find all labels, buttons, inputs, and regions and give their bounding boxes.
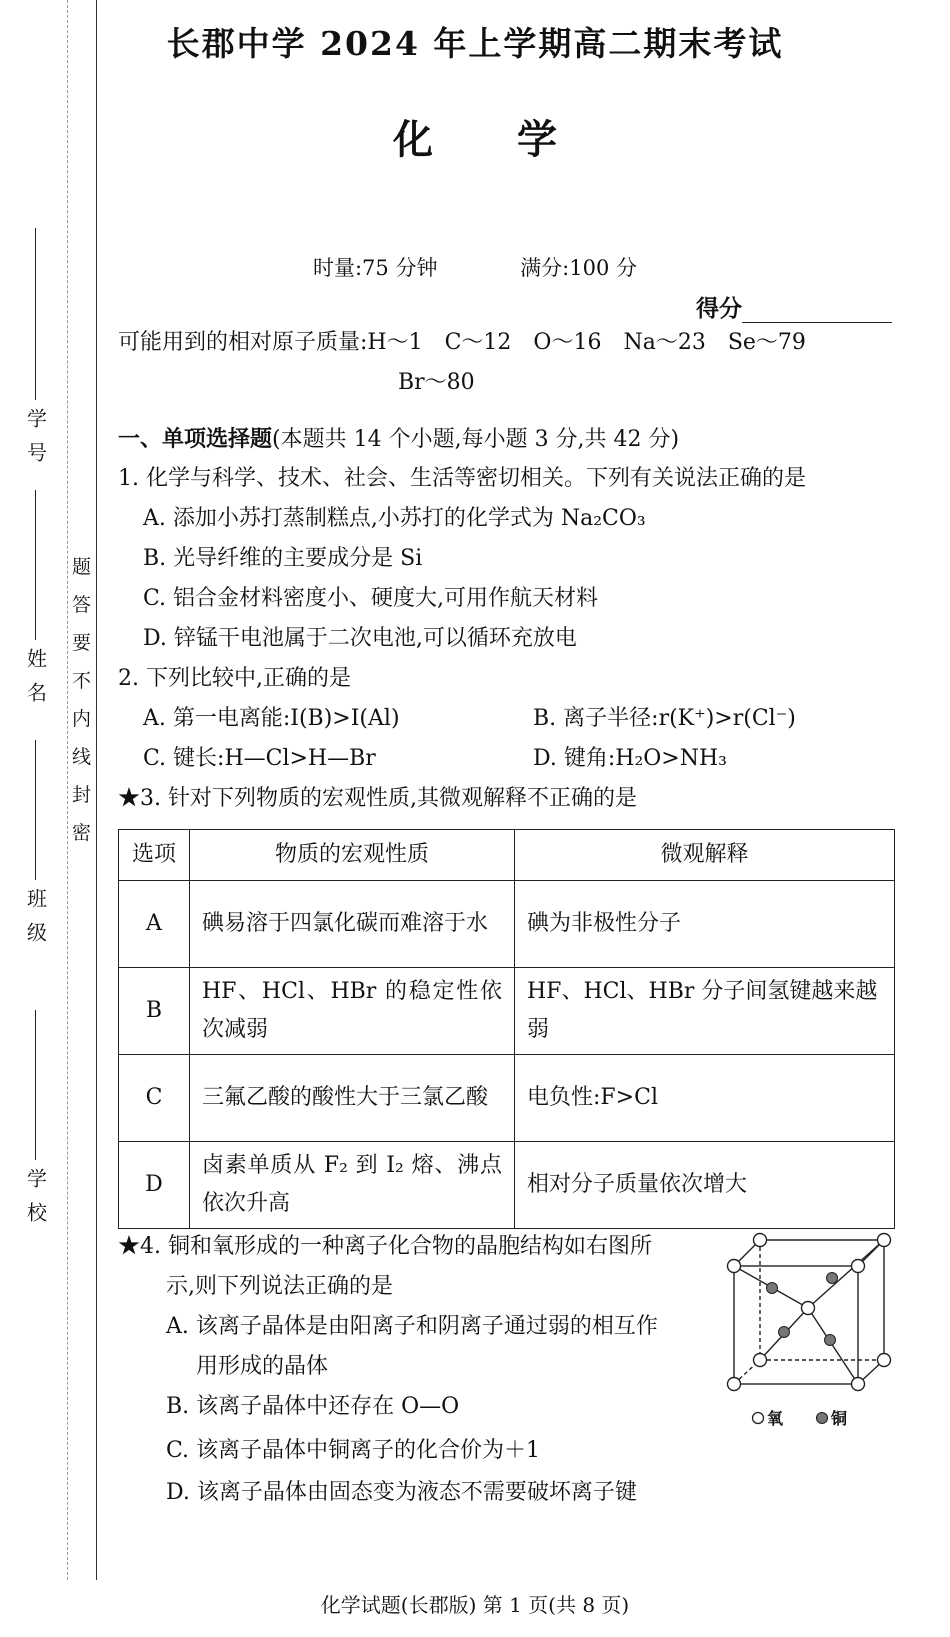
macro-cell: 碘易溶于四氯化碳而难溶于水 — [190, 881, 515, 968]
atomic-mass-line2: Br～80 — [398, 370, 475, 395]
score-blank[interactable] — [742, 294, 892, 323]
subject-char: 化 — [393, 116, 433, 163]
score-label: 得分 — [696, 296, 742, 322]
table-header-cell: 选项 — [119, 830, 190, 881]
margin-field-school[interactable] — [23, 1010, 48, 1236]
table-header-row — [119, 830, 895, 881]
option-cell: A — [119, 881, 190, 968]
field-label-char: 学号 — [23, 408, 48, 476]
legend-oxygen: 氧 — [767, 1409, 784, 1428]
micro-cell: 碘为非极性分子 — [515, 881, 895, 968]
seal-char: 线 — [72, 746, 92, 768]
option-cell: C — [119, 1055, 190, 1142]
micro-cell: HF、HCl、HBr 分子间氢键越来越弱 — [515, 968, 895, 1055]
micro-cell: 电负性:F>Cl — [515, 1055, 895, 1142]
atomic-mass-line1: 可能用到的相对原子质量:H～1 C～12 O～16 Na～23 Se～79 — [118, 330, 806, 355]
q4-stem-line1: ★4. 铜和氧形成的一种离子化合物的晶胞结构如右图所 — [118, 1234, 652, 1259]
seal-char: 封 — [72, 784, 92, 806]
seal-char: 不 — [72, 670, 92, 692]
section-title: 一、单项选择题 — [118, 426, 273, 452]
subject-char: 学 — [517, 116, 557, 163]
seal-char: 答 — [72, 594, 92, 616]
q4-stem-line2: 示,则下列说法正确的是 — [166, 1274, 393, 1299]
q2-option-c[interactable]: C. 键长:H—Cl>H—Br — [143, 746, 376, 771]
seal-char: 密 — [72, 822, 92, 844]
margin-field-class[interactable] — [23, 740, 48, 956]
q4-option-a-cont: 用形成的晶体 — [196, 1354, 329, 1379]
seal-char: 题 — [72, 556, 92, 578]
full-score: 满分:100 分 — [520, 256, 637, 280]
q2-option-b[interactable]: B. 离子半径:r(K⁺)>r(Cl⁻) — [533, 706, 796, 731]
score-field[interactable] — [696, 290, 892, 323]
option-cell: B — [119, 968, 190, 1055]
table-header-cell: 物质的宏观性质 — [190, 830, 515, 881]
q4-option-a[interactable]: A. 该离子晶体是由阳离子和阴离子通过弱的相互作 — [166, 1314, 658, 1339]
crystal-cell-diagram — [720, 1228, 900, 1438]
exam-title: 长郡中学 2024 年上学期高二期末考试 — [166, 24, 784, 63]
table-header-cell: 微观解释 — [515, 830, 895, 881]
q2-option-d[interactable]: D. 键角:H₂O>NH₃ — [533, 746, 727, 771]
q1-option-b[interactable]: B. 光导纤维的主要成分是 Si — [143, 546, 423, 571]
q4-option-d[interactable]: D. 该离子晶体由固态变为液态不需要破坏离子键 — [166, 1480, 637, 1505]
exam-meta — [0, 252, 950, 282]
q1-option-d[interactable]: D. 锌锰干电池属于二次电池,可以循环充放电 — [143, 626, 577, 651]
binding-solid-line — [96, 0, 97, 1580]
field-underline — [35, 740, 36, 880]
q3-table — [118, 829, 895, 1229]
q2-option-a[interactable]: A. 第一电离能:I(B)>I(Al) — [143, 706, 400, 731]
field-underline — [35, 490, 36, 640]
binding-dashed-line — [67, 0, 68, 1580]
macro-cell: HF、HCl、HBr 的稳定性依次减弱 — [190, 968, 515, 1055]
table-row[interactable] — [119, 1055, 895, 1142]
macro-cell: 卤素单质从 F₂ 到 I₂ 熔、沸点依次升高 — [190, 1142, 515, 1229]
section-note: (本题共 14 个小题,每小题 3 分,共 42 分) — [272, 427, 680, 452]
micro-cell: 相对分子质量依次增大 — [515, 1142, 895, 1229]
seal-char: 内 — [72, 708, 92, 730]
field-label-char: 班级 — [23, 888, 48, 956]
legend-copper: 铜 — [831, 1409, 848, 1428]
q4-option-c[interactable]: C. 该离子晶体中铜离子的化合价为＋1 — [166, 1438, 541, 1463]
field-label-char: 姓名 — [23, 648, 48, 716]
seal-char: 要 — [72, 632, 92, 654]
q1-option-a[interactable]: A. 添加小苏打蒸制糕点,小苏打的化学式为 Na₂CO₃ — [143, 506, 646, 531]
q4-option-b[interactable]: B. 该离子晶体中还存在 O—O — [166, 1394, 460, 1419]
subject-title — [0, 108, 950, 165]
table-row[interactable] — [119, 881, 895, 968]
q1-stem: 1. 化学与科学、技术、社会、生活等密切相关。下列有关说法正确的是 — [118, 466, 806, 491]
q1-option-c[interactable]: C. 铝合金材料密度小、硬度大,可用作航天材料 — [143, 586, 599, 611]
table-row[interactable] — [119, 968, 895, 1055]
margin-field-name[interactable] — [23, 490, 48, 716]
section-heading — [118, 424, 679, 455]
time-limit: 时量:75 分钟 — [312, 256, 438, 280]
field-underline — [35, 1010, 36, 1160]
field-label-char: 学校 — [23, 1168, 48, 1236]
q2-stem: 2. 下列比较中,正确的是 — [118, 666, 351, 691]
option-cell: D — [119, 1142, 190, 1229]
q3-stem: ★3. 针对下列物质的宏观性质,其微观解释不正确的是 — [118, 786, 637, 811]
seal-line-notice — [72, 548, 90, 852]
table-row[interactable] — [119, 1142, 895, 1229]
macro-cell: 三氟乙酸的酸性大于三氯乙酸 — [190, 1055, 515, 1142]
page-footer: 化学试题(长郡版) 第 1 页(共 8 页) — [320, 1593, 630, 1617]
